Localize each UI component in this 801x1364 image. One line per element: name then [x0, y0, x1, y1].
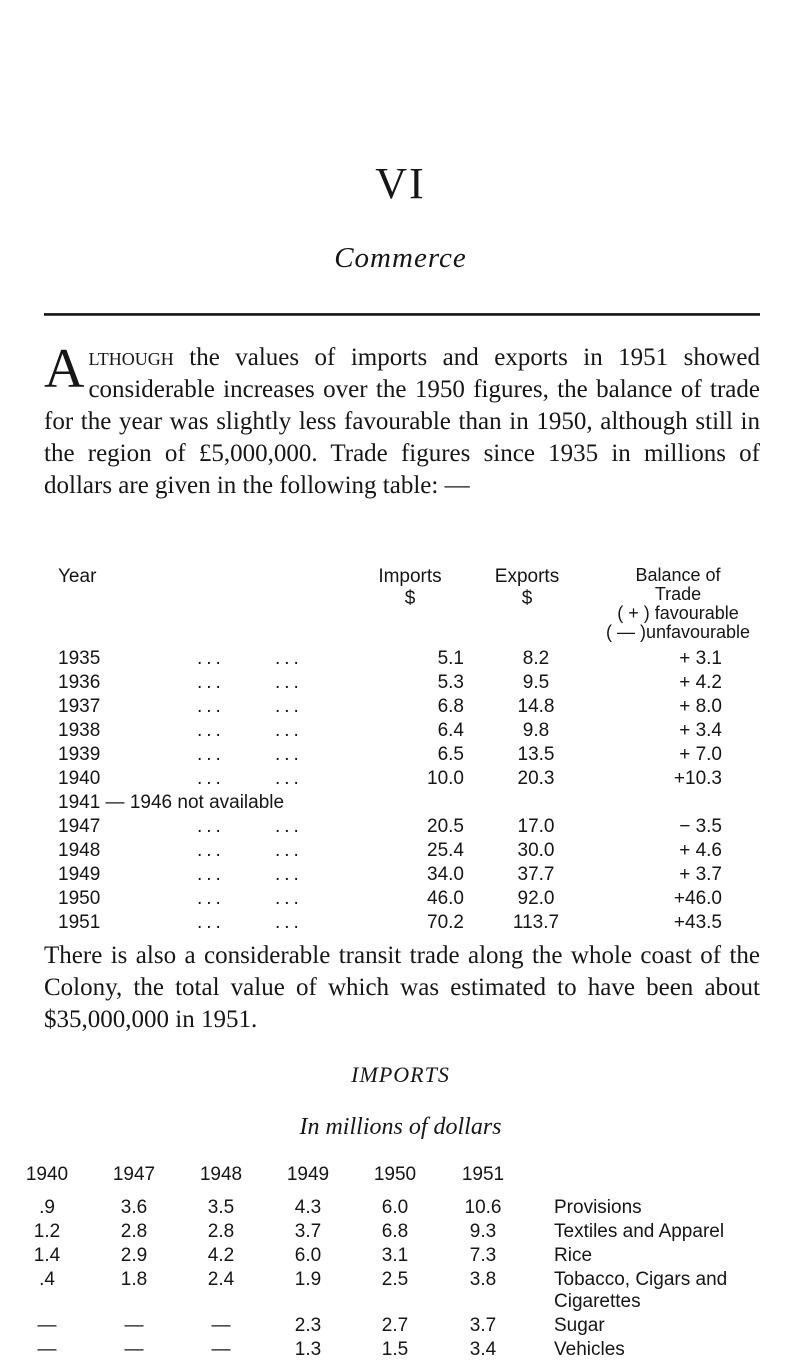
row-exports: 17.0 — [517, 816, 555, 837]
year-header: 1940 — [25, 1164, 69, 1185]
import-item: Provisions — [554, 1197, 642, 1218]
table-row — [0, 696, 801, 720]
imports-header-row — [0, 1164, 801, 1188]
leader-dots: ... — [275, 696, 303, 717]
row-imports: 20.5 — [427, 816, 464, 837]
import-value: .9 — [39, 1197, 55, 1218]
header-balance-line3: ( + ) favourable — [617, 603, 739, 623]
import-item — [554, 1269, 774, 1313]
imports-row — [0, 1221, 801, 1245]
row-balance: + 3.7 — [679, 864, 722, 885]
header-balance-line1: Balance of — [635, 565, 721, 585]
import-value: 2.5 — [381, 1269, 409, 1290]
year-header: 1949 — [286, 1164, 330, 1185]
row-balance: + 4.6 — [679, 840, 722, 861]
row-year: 1949 — [58, 864, 101, 885]
import-value: 2.7 — [381, 1315, 409, 1336]
leader-dots: ... — [275, 768, 303, 789]
imports-row — [0, 1339, 801, 1363]
intro-paragraph — [44, 338, 760, 502]
imports-row — [0, 1197, 801, 1221]
row-imports: 6.4 — [437, 720, 464, 741]
import-value: 2.8 — [207, 1221, 235, 1242]
header-imports-unit: $ — [404, 588, 416, 609]
import-value: 3.7 — [469, 1315, 497, 1336]
imports-subtitle: In millions of dollars — [299, 1114, 502, 1140]
header-exports-label: Exports — [494, 566, 560, 587]
leader-dots: ... — [275, 840, 303, 861]
import-value: 2.3 — [294, 1315, 322, 1336]
import-value: .4 — [39, 1269, 55, 1290]
header-exports — [471, 566, 583, 610]
header-balance — [583, 566, 773, 642]
table-gap-row — [0, 792, 801, 816]
chapter-number: VI — [375, 159, 426, 208]
row-exports: 30.0 — [517, 840, 555, 861]
row-imports: 6.8 — [437, 696, 464, 717]
table-row — [0, 744, 801, 768]
import-value: 3.1 — [381, 1245, 409, 1266]
table-row — [0, 672, 801, 696]
row-exports: 8.2 — [522, 648, 550, 669]
leader-dots: ... — [197, 720, 225, 741]
year-header: 1951 — [461, 1164, 505, 1185]
imports-table — [0, 1164, 801, 1364]
row-year: 1948 — [58, 840, 101, 861]
row-year: 1950 — [58, 888, 101, 909]
row-year: 1936 — [58, 672, 101, 693]
row-year: 1939 — [58, 744, 101, 765]
row-exports: 9.5 — [522, 672, 550, 693]
table-row — [0, 768, 801, 792]
row-balance: + 7.0 — [679, 744, 722, 765]
table-row — [0, 720, 801, 744]
import-item: Sugar — [554, 1315, 605, 1336]
leader-dots: ... — [275, 672, 303, 693]
leader-dots: ... — [197, 672, 225, 693]
row-balance: +10.3 — [673, 768, 722, 789]
row-balance: +46.0 — [673, 888, 722, 909]
table-row — [0, 840, 801, 864]
table-row — [0, 864, 801, 888]
leader-dots: ... — [275, 720, 303, 741]
leader-dots: ... — [275, 648, 303, 669]
imports-row — [0, 1245, 801, 1269]
leader-dots: ... — [275, 888, 303, 909]
table-row — [0, 648, 801, 672]
row-year: 1935 — [58, 648, 101, 669]
year-header: 1947 — [112, 1164, 156, 1185]
header-exports-unit: $ — [521, 588, 533, 609]
table-row — [0, 816, 801, 840]
header-balance-line4: ( — )unfavourable — [605, 622, 751, 642]
row-imports: 25.4 — [427, 840, 464, 861]
row-imports: 34.0 — [427, 864, 464, 885]
row-balance: + 3.1 — [679, 648, 722, 669]
row-balance: + 8.0 — [679, 696, 722, 717]
row-year: 1951 — [58, 912, 101, 933]
intro-first-word: lthough — [88, 344, 174, 371]
row-balance: +43.5 — [673, 912, 722, 933]
row-imports: 46.0 — [427, 888, 464, 909]
imports-row — [0, 1315, 801, 1339]
row-exports: 20.3 — [517, 768, 555, 789]
import-value: 10.6 — [464, 1197, 502, 1218]
header-balance-line2: Trade — [654, 584, 702, 604]
leader-dots: ... — [197, 696, 225, 717]
row-exports: 9.8 — [522, 720, 550, 741]
leader-dots: ... — [197, 768, 225, 789]
row-imports: 5.3 — [437, 672, 464, 693]
import-value: 2.8 — [120, 1221, 148, 1242]
import-item-line2: Cigarettes — [554, 1291, 641, 1312]
import-item: Rice — [554, 1245, 593, 1266]
import-value: 3.6 — [120, 1197, 148, 1218]
imports-title: IMPORTS — [351, 1062, 450, 1087]
import-value: 1.8 — [120, 1269, 148, 1290]
row-balance: − 3.5 — [679, 816, 722, 837]
import-value: 1.2 — [33, 1221, 61, 1242]
row-year: 1947 — [58, 816, 101, 837]
drop-cap: A — [44, 338, 85, 400]
leader-dots: ... — [197, 648, 225, 669]
section-title: Commerce — [334, 242, 467, 274]
row-exports: 113.7 — [512, 912, 560, 933]
leader-dots: ... — [275, 864, 303, 885]
row-imports: 70.2 — [427, 912, 464, 933]
import-value: 6.0 — [294, 1245, 322, 1266]
import-value: 3.5 — [207, 1197, 235, 1218]
table-row — [0, 888, 801, 912]
import-value: — — [211, 1315, 231, 1336]
import-value: 1.3 — [294, 1339, 322, 1360]
import-value: 6.0 — [381, 1197, 409, 1218]
leader-dots: ... — [197, 840, 225, 861]
row-balance: + 4.2 — [679, 672, 722, 693]
import-value: 1.5 — [381, 1339, 409, 1360]
row-imports: 10.0 — [427, 768, 464, 789]
import-value: 4.3 — [294, 1197, 322, 1218]
row-exports: 92.0 — [517, 888, 555, 909]
import-value: 6.8 — [381, 1221, 409, 1242]
header-year: Year — [58, 566, 97, 587]
gap-note: 1941 — 1946 not available — [58, 792, 285, 813]
import-value: 3.8 — [469, 1269, 497, 1290]
leader-dots: ... — [197, 864, 225, 885]
import-value: 2.9 — [120, 1245, 148, 1266]
header-imports-label: Imports — [378, 566, 442, 587]
year-header: 1950 — [373, 1164, 417, 1185]
row-imports: 5.1 — [437, 648, 464, 669]
import-value: 2.4 — [207, 1269, 235, 1290]
import-value: — — [211, 1339, 231, 1360]
import-value: — — [37, 1339, 57, 1360]
import-value: 3.7 — [294, 1221, 322, 1242]
import-value: 1.9 — [294, 1269, 322, 1290]
row-year: 1938 — [58, 720, 101, 741]
leader-dots: ... — [275, 816, 303, 837]
row-balance: + 3.4 — [679, 720, 722, 741]
import-value: 1.4 — [33, 1245, 61, 1266]
imports-row — [0, 1269, 801, 1315]
row-year: 1940 — [58, 768, 101, 789]
intro-text: the values of imports and exports in 1951 showed considerable increases over the 1950 figures, the balance of trade for the year was slightly less favourable than in 1950, although still in the region of £5,000,000. Trade figures since 1935 in millions of dollars are given in the following table: — — [44, 344, 760, 499]
import-value: 9.3 — [469, 1221, 497, 1242]
import-value: — — [37, 1315, 57, 1336]
year-header: 1948 — [199, 1164, 243, 1185]
import-value: — — [124, 1339, 144, 1360]
row-exports: 14.8 — [517, 696, 555, 717]
import-item: Vehicles — [554, 1339, 625, 1360]
transit-paragraph: There is also a considerable transit trade along the whole coast of the Colony, the total value of which was estimated to have been about $35,000,000 in 1951. — [44, 942, 760, 1033]
import-item: Textiles and Apparel — [554, 1221, 725, 1242]
leader-dots: ... — [197, 888, 225, 909]
leader-dots: ... — [197, 816, 225, 837]
leader-dots: ... — [275, 912, 303, 933]
row-imports: 6.5 — [437, 744, 464, 765]
row-exports: 13.5 — [517, 744, 555, 765]
table-row — [0, 912, 801, 936]
leader-dots: ... — [275, 744, 303, 765]
row-exports: 37.7 — [517, 864, 555, 885]
import-item-line1: Tobacco, Cigars and — [554, 1269, 728, 1290]
import-value: 3.4 — [469, 1339, 497, 1360]
header-imports — [354, 566, 466, 610]
header-rule — [44, 313, 760, 316]
import-value: 7.3 — [469, 1245, 497, 1266]
leader-dots: ... — [197, 744, 225, 765]
leader-dots: ... — [197, 912, 225, 933]
row-year: 1937 — [58, 696, 101, 717]
import-value: — — [124, 1315, 144, 1336]
import-value: 4.2 — [207, 1245, 235, 1266]
